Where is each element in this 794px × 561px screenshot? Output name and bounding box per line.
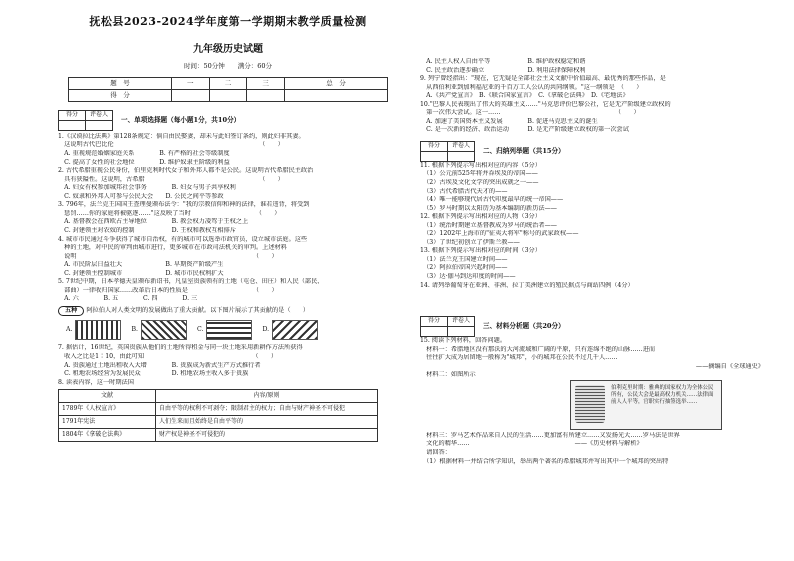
option-b[interactable] (131, 320, 187, 340)
rev-cell: 自由平等的权利不可剥夺；限制君主的权力；自由与财产神圣不可侵犯 (156, 403, 378, 416)
rev-cell: 人们生来而且始终是自由平等的 (156, 416, 378, 429)
option-a[interactable] (66, 320, 121, 340)
question-line: （3）了世纪初创立了伊斯兰教—— (420, 238, 520, 246)
grader-score-cell (421, 327, 448, 337)
question-line: （2）阿拉伯帝国兴起时间—— (420, 264, 508, 272)
section1-questions (58, 133, 398, 442)
alphabet-image-icon (272, 320, 318, 340)
time-info: 时间：50分钟 满分：60分 (183, 61, 273, 70)
score-header: 总 分 (284, 77, 387, 89)
question-6 (58, 306, 398, 317)
grader-reviewer-cell (448, 327, 475, 337)
grader-score-label: 得分 (421, 317, 448, 327)
material-line: 材料三：罗马艺术作品来自人民的生活……更加富有所建立……又发扬光大……罗马法是世界 (420, 431, 680, 439)
question-line: C. 提高了女性的社会地位 D. 维护奴隶主阶级的利益 (58, 158, 230, 166)
rev-header: 文献 (59, 390, 156, 403)
grader-reviewer-label: 评卷人 (448, 141, 475, 151)
rev-header: 内容/原则 (156, 390, 378, 403)
question-line: （2）1202年上海市的"征夷大将军"称号的武家政权—— (420, 230, 579, 238)
grader-box (420, 141, 475, 162)
question-line: 9. 列宁曾经指出："现在，它无疑是全部社会主义文献中价值最高、最优秀的那些作品，是 (420, 75, 666, 83)
option-label: C. (196, 326, 204, 334)
question-line: A. 贵族通过土地出租收入大增 B. 贵族成为新式生产方式推行者 (58, 361, 261, 369)
score-header: 题 号 (69, 77, 172, 89)
question-line: C. 民主政治逐步确立 D. 利用法律保障权利 (420, 66, 586, 74)
score-header: 三 (247, 77, 285, 89)
rev-cell: 1791年宪法 (59, 416, 156, 429)
question-line: 第一次伟大尝试。这一…… （ ） (420, 109, 640, 117)
statue-image-icon (575, 385, 605, 423)
question-line: 1.《汉谟拉比法典》第128条规定：倘自由民娶妻，却未与此妇签订条约，则此妇非其妻。 (58, 132, 305, 140)
grader-reviewer-cell (448, 151, 475, 161)
grader-score-cell (59, 120, 86, 130)
question-line: （4）唯一能够现代居古代印度最早的统一帝国—— (420, 196, 564, 204)
question-line: 2. 古代希腊重视公民身份，伯里克利时代女子和外邦人都不是公民。这说明古代希腊民主政治 (58, 167, 314, 175)
question-line: 部曲）一律收归国家……改革后日本的性质是 （ ） (58, 286, 278, 294)
option-label: D. (262, 326, 270, 334)
option-label: A. (66, 326, 73, 334)
right-column (420, 58, 770, 466)
score-table (68, 77, 388, 102)
option-c[interactable] (197, 320, 252, 340)
material-figure (420, 380, 770, 432)
question-6-text: 阿拉伯人对人类文明的发展做出了重大贡献。以下图片展示了其贡献的是（ ） (86, 306, 310, 314)
question-line: （3）达·伽马到达印度的时间—— (420, 273, 516, 281)
question-line: 5. 7世纪中期，日本孝德天皇颁布新诏书，凡皇室贵族领有的土地（屯仓、田庄）和人民（部民、 (58, 278, 324, 286)
option-d[interactable] (262, 320, 318, 340)
question-line: 13. 根据下列提示写出相对应的时间（3分） (420, 247, 541, 255)
question-line: C. 奴隶和外邦人可参与公民大会 D. 公民之间平等参政 (58, 192, 224, 200)
section1-header (58, 110, 398, 131)
material-image-caption: 伯利克里时期：雅典的国家权力为全体公民所有，公民大会是最高权力机关……法律面前人人平等，官职实行抽签选举…… (611, 384, 714, 406)
question-line: （2）古埃及文化文学的突出成就之一—— (420, 179, 539, 187)
question-line: 3. 796年，法兰克王国国王查理曼颁布法令："我的宗教信仰和神的法律，谁若违背，将受到 (58, 201, 310, 209)
revolution-table (58, 389, 378, 442)
question-line: （1）公元前525年将并吞埃及的帝国—— (420, 170, 538, 178)
question-line: 10."巴黎人民表现出了伟大的英雄主义……"马克思评价巴黎公社，它是无产阶级建立政权的 (420, 100, 671, 108)
section1-title: 一、单项选择题（每小题1分，共10分） (121, 115, 241, 124)
question-line: C. 封建领主控制城市 D. 城市市民权利扩大 (58, 269, 224, 277)
question-line: （5）罗马时期以太阳历为基本编制的新历法—— (420, 204, 557, 212)
section2-header (420, 141, 770, 162)
grader-reviewer-cell (86, 120, 113, 130)
question-line: A. 基督教会在西欧占主导地位 B. 教会权力凌驾于王权之上 (58, 218, 249, 226)
grader-box (420, 316, 475, 337)
material-source: ——摘编自《全球通史》 (547, 362, 764, 370)
left-column (58, 0, 398, 442)
question-line: 7. 据估计，16世纪，英国贵族从他们的土地所得租金与同一块土地采用新耕作方法所获得 (58, 344, 303, 352)
section2-title: 二、归纳列举题（共15分） (483, 146, 565, 155)
score-row-label: 得 分 (69, 89, 172, 101)
numerals-image-icon (206, 320, 252, 340)
exam-subtitle: 九年级历史试题 (193, 44, 263, 56)
grader-score-label: 得分 (421, 141, 448, 151)
grader-score-label: 得分 (59, 110, 86, 120)
question-line: A. 六 B. 五 C. 四 D. 三 (58, 295, 198, 303)
section3-header (420, 316, 770, 337)
question-line: 说明 （ ） (58, 252, 278, 260)
grader-reviewer-label: 评卷人 (86, 110, 113, 120)
cuneiform-image-icon (75, 320, 121, 340)
question-line: 惩罚……你的家庭将被驱逐……"这反映了当时 （ ） (58, 209, 281, 217)
score-header: 二 (209, 77, 247, 89)
score-cell (284, 89, 387, 101)
question-line: 请回答： (420, 448, 451, 456)
grader-box (58, 110, 113, 131)
grader-reviewer-label: 评卷人 (448, 317, 475, 327)
material-line: 材料一：希腊地区没有那沃的大河流域和广阔的平原，只有连绵不绝的山脉……进而 (420, 345, 656, 353)
material-scroll-image (570, 380, 722, 430)
option-label: B. (131, 326, 138, 334)
score-header: 一 (171, 77, 209, 89)
section3-title: 三、材料分析题（共20分） (483, 322, 565, 331)
question-line: （3）古代希腊古代天才的—— (420, 187, 508, 195)
question-line: A. 市民阶层日益壮大 B. 早期资产阶级产生 (58, 261, 224, 269)
question-line: （1）统治时期建立基督教成为罗马的统治者—— (420, 221, 557, 229)
question-6-badge: 五种 (58, 306, 84, 317)
score-cell (171, 89, 209, 101)
question-6-options (66, 320, 398, 340)
question-line: （1）根据材料一并结合所学知识，举出两个著名的希腊城邦并写出其中一个城邦的突出特 (420, 457, 669, 465)
question-line: 4. 城市市民通过斗争获得了城市自治权，有的城市可以选举市政官员，设立城市法庭。这些 (58, 235, 308, 243)
material-line: 往往扩大成为居留地一般称为"城邦"，小的城邦在公民不过几千人…… (420, 354, 618, 362)
question-line: C. 封建领主对农奴的控制 D. 王权和教权互相排斥 (58, 226, 236, 234)
question-line: 8. 读表内容，这一时期法国 (58, 378, 134, 386)
question-line: （1）法兰克王国建立时间—— (420, 255, 508, 263)
hieroglyph-image-icon (141, 320, 187, 340)
material-line: 材料二：如图所示 (420, 371, 476, 379)
question-line: A. 妇女有权参加城邦社会事务 B. 妇女与男子共享权利 (58, 184, 236, 192)
question-line: 种的土地，对中民的审判由城市进行，更多城市在市政司法机关的审判。上述材料 (58, 244, 287, 252)
grader-score-cell (421, 151, 448, 161)
question-line: 14. 请列举葡萄牙在亚洲、非洲、拉丁美洲建立的殖民据点与商站四例（4分） (420, 281, 634, 289)
rev-cell: 1804年《拿破仑法典》 (59, 429, 156, 442)
rev-cell: 财产权是神圣不可侵犯的 (156, 429, 378, 442)
exam-title: 抚松县2023-2024学年度第一学期期末教学质量检测 (89, 15, 367, 28)
rev-cell: 1789年《人权宣言》 (59, 403, 156, 416)
score-cell (247, 89, 285, 101)
question-line: 11. 根据下列提示写出相对应的内容（5分） (420, 161, 541, 169)
question-line: 具有狭隘性。这说明，古希腊 （ ） (58, 175, 284, 183)
question-line: A. 民主人权人自由平等 B. 维护政权稳定和谐 (420, 58, 586, 65)
question-line: A.《共产党宣言》 B.《联合国家宣言》 C.《拿破仑法典》 D.《宅地法》 (420, 92, 629, 100)
question-line: A. 加速了美国资本主义发展 B. 促进马克思主义的诞生 (420, 117, 598, 125)
question-line: 12. 根据下列提示写出相对应的人物（3分） (420, 213, 541, 221)
score-cell (209, 89, 247, 101)
question-line: C. 租地农场经营为发展民众 D. 租地农场主收入多于贵族 (58, 370, 249, 378)
question-line: 收入之比是1∶10，由此可知 （ ） (58, 352, 278, 360)
question-line: A. 重视规范婚姻家庭关系 B. 有严格的社会等级制度 (58, 150, 230, 158)
question-line: 15. 阅读下列材料，回答问题。 (420, 337, 507, 345)
question-line: C. 是一次新的经济、政治运动 D. 是无产阶级建立政权的第一次尝试 (420, 126, 629, 134)
material-line: 文化的精华…… ——《历史材料与解析》 (420, 440, 643, 448)
question-line: 从西伯利亚到加利福尼亚的千百万工人公认的共同纲领。"这一纲领是 （ ） (420, 83, 643, 91)
question-line: 这说明古代巴比伦 （ ） (58, 141, 284, 149)
